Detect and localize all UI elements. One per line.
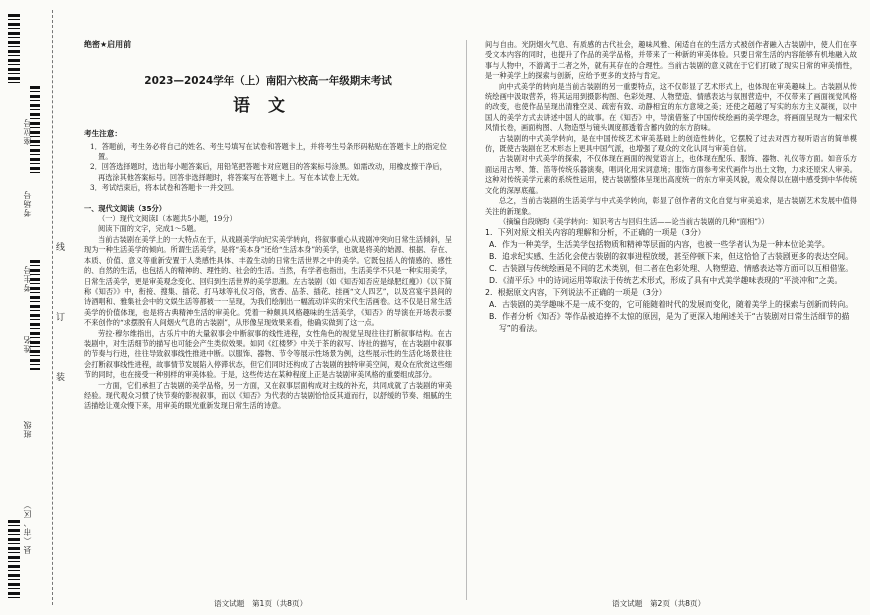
class-label: 班级 [23,420,32,438]
article-paragraph: 向中式美学的转向是当前古装剧的另一重要特点，这不仅彰显了艺术形式上，也体现在审美趣味上。古装剧从传统绘画中汲取营养，将其运用到摄影构图、色彩处理、人物塑造、情感表达与氛围营造中，不仅带来了画面视觉风格的改变，也使作品呈现出清雅空灵、疏密有致、动静相宜的东方意境之美；还使之超越了写实的东方主义凝视，以中国人的美学方式去讲述中国人的故事。在《知否》中，导演借鉴了中国传统绘画的美学理念，将画面呈现为一幅宋代风情长卷，画面构图、人物造型与镜头调度都透着含蓄内敛的东方韵味。 [485,81,857,133]
seat-label: 座位号 [23,118,32,145]
question-2-stem: 2．根据原文内容，下列说法不正确的一项是（3分） [485,288,667,298]
page-footer-right: 语文试题 第2页（共8页） [612,599,706,608]
notice-title: 考生注意： [84,129,122,139]
question-1-option-d: D．《清平乐》中的诗词运用等取法于传统艺术形式，形成了具有中式美学趣味表现的“平淡冲和”之美。 [489,276,843,286]
student-no-label: 考生号 [23,265,32,292]
left-column [84,40,452,412]
binding-strip [0,0,70,615]
question-1-option-c: C．古装剧与传统绘画是不同的艺术类别，但二者在色彩处理、人物塑造、情感表达等方面可以互相借鉴。 [489,264,854,274]
source-note: （摘编自段晓昀《美学转向：知识考古与回归生活——论当前古装剧的几种“面相”》） [499,216,769,226]
subject-title: 语文 [233,95,303,116]
column-divider [466,40,467,600]
question-1-stem: 1．下列对原文相关内容的理解和分析，不正确的一项是（3分） [485,228,706,238]
seal-word-line: 线 [56,243,66,253]
question-1-option-a: A．作为一种美学，生活美学包括物质和精神等层面的内容，也被一些学者认为是一种本位论美学。 [489,240,830,250]
article-paragraph: 间与自由。光阴烟火气息、有质感的古代社会，趣味风雅、闲适自在的生活方式被创作者融入古装剧中，使人们在享受文本内容的同时，也提升了作品的美学品格，并带来了一种新的审美体验。只要日常生活的内容能够有机地融入故事与人物中，不游离于二者之外，就有其存在的合理性。当前古装剧的意义就在于它们打破了现实日常的审美惰性，是一种美学上的探索与创新，应给予更多的支持与肯定。 [485,40,857,81]
seal-word-pack: 装 [56,373,66,383]
article-paragraph: 古装剧的中式美学转向，是在中国传统艺术审美基础上的创造性转化，它摆脱了过去对西方视听语言的简单模仿，既使古装剧在艺术形态上更具中国气派，也增强了观众的文化认同与审美自信。 [485,133,857,154]
notice-item: 2．回答选择题时，选出每小题答案后，用铅笔把答题卡对应题目的答案标号涂黑。如需改动，用橡皮擦干净后，再选涂其他答案标号。回答非选择题时，将答案写在答题卡上。写在本试卷上无效。 [90,162,447,182]
question-2-option-a: A．古装剧的美学趣味不是一成不变的，它可能随着时代的发展而变化，随着美学上的探索与创新而转向。 [489,300,853,310]
secret-mark: 绝密★启用前 [84,40,132,49]
right-column [485,40,857,335]
cut-line [52,10,53,605]
question-1-option-b: B．追求纪实感、生活化会使古装剧的叙事进程放缓，甚至停顿下来，但这恰恰了古装剧更多的表达空间。 [489,252,854,262]
question-2-option-b: B．作者分析《知否》等作品被追捧不太惊的原因，是为了更深入地阐述关于“古装剧对日常生活细节的描写”的看法。 [489,312,850,334]
county-label: 县（市、区） [23,500,32,554]
notice-item: 1．答题前，考生务必将自己的姓名、考生号填写在试卷和答题卡上，并将考生号条形码粘贴在答题卡上的指定位置。 [90,141,447,162]
article-paragraph: 古装剧对中式美学的探索，不仅体现在画面的视觉语言上，也体现在配乐、服饰、器物、礼仪等方面。如音乐方面运用古琴、箫、笛等传统乐器演奏，唱词化用宋词意境；服饰方面参考宋代画作与出土文物，力求还原宋人审美。这种对传统美学元素的系统性运用，使古装剧整体呈现出高度统一的东方审美风貌，观众得以在剧中感受到中华传统文化的深厚底蕴。 [485,154,857,195]
barcode-top [8,14,20,84]
page-footer-left: 语文试题 第1页（共8页） [214,599,308,608]
article-paragraph: 一方面，它们承担了古装剧的美学品格，另一方面，又在叙事层面构成对主线的补充，共同成就了古装剧的审美经验。现代观众习惯了快节奏的影视叙事，而以《知否》为代表的古装剧恰恰反其道而行，以舒缓的节奏、细腻的生活描绘让观众慢下来，用审美的眼光重新发现日常生活的诗意。 [84,380,452,411]
exam-room-label: 考场号 [23,190,32,217]
name-label: 姓名 [23,335,32,353]
barcode-bottom [8,520,20,600]
reading-instruction: 阅读下面的文字，完成1～5题。 [98,224,201,234]
exam-title: 2023—2024学年（上）南阳六校高一年级期末考试 [144,75,392,88]
section-heading: 一、现代文阅读（35分） [84,203,166,213]
notice-item: 3．考试结束后，将本试卷和答题卡一并交回。 [90,183,239,193]
article-paragraph: 总之，当前古装剧的生活美学与中式美学转向，彰显了创作者的文化自觉与审美追求，是古装剧艺术发展中值得关注的新现象。 [485,196,857,216]
subsection-heading: （一）现代文阅读Ⅰ（本题共5小题，19分） [98,214,237,224]
seal-word-bind: 订 [56,313,66,323]
article-paragraph: 当前古装剧在美学上的一大特点在于，从戏剧美学向纪实美学转向，将叙事重心从戏剧冲突向日常生活倾斜，呈现为一种生活美学的倾向。所谓生活美学，是将“美本身”还给“生活本身”的美学，也就是将美的始源、根据、存在、本质、价值、意义等重新安置于人类感性具体、丰盈生动的日常生活世界之中的美学。它既包括人的情感的、感性的、自然的生活，也包括人的精神的、理性的、社会的生活。当然，有学者也指出，生活美学不只是一种实用美学，日常生活美学，更是审美观念变化、回归到生活世界的美学思潮。左古装剧（如《知否知否应是绿肥红瘦》）《以下简称《知否》》中，衔接、搜集、插花、打马球等礼仪习俗，赏香、品茶、插花、挂画“文人四艺”，以及宫宴宇县间的诗酒唱和、雅集社会中的文娱生活等都被一一呈现，为我们绘制出一幅流动详实的宋代生活画卷。这不仅是日常生活美学的价值体现，也是将古典精神生活的审美化。凭着一种颇具风格趣味的生活美学，《知否》的导演在开场表示要不来创作的“求摆脱有人间烟火气息的古装剧”，从形像呈现效果来看，他确实做到了这一点。 [84,234,452,328]
article-paragraph: 劳拉·穆尔维指出，古乐片中的大量叙事会中断叙事的线性进程，女性角色的视觉呈现往往打断叙事结构。在古装剧中，对生活细节的描写也可能会产生类似效果。如同《红楼梦》中关于茶的叙写、诗社的描写，在古装剧中叙事的节奏与行进，往往导致叙事线性推进中断。以服饰、器物、节令等展示性场景为例，这些展示性的生活化场景往往会打断叙事线性进程，故事情节发展陷入停滞状态，但它们同时还构成了古装剧的独特审美空间，观众在欣赏这些细节的同时，也在接受一种别样的审美体验。于是，这些传达在某种程度上正是古装剧审美风格的重要组成部分。 [84,328,452,380]
